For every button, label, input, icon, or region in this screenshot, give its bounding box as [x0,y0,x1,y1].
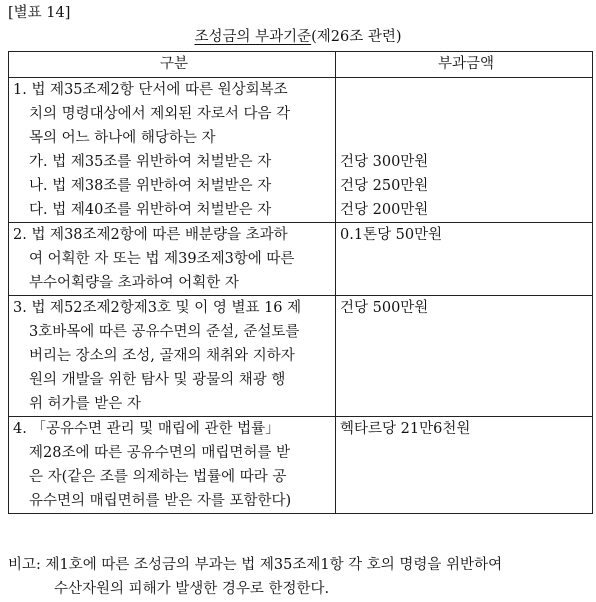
row-4-amount-value: 헥타르당 21만6천원 [340,421,471,437]
row-1-item-ga-amount: 건당 300만원 [340,154,429,170]
row-3-amount-value: 건당 500만원 [340,300,429,316]
document-title [0,25,596,46]
row-2-desc [9,223,336,296]
annex-label: [별표 14] [8,5,71,21]
row-2-amount [336,223,593,296]
row-4-desc [9,417,336,514]
row-1-item-da-amount: 건당 200만원 [340,202,429,218]
title-suffix: (제26조 관련) [311,29,402,45]
row-3-amount [336,296,593,417]
row-1-item-na-amount: 건당 250만원 [340,178,429,194]
row-2-amount-value: 0.1톤당 50만원 [340,227,443,243]
row-4-amount [336,417,593,514]
row-3-desc-line: 3. 법 제52조제2항제3호 및 이 영 별표 16 제 [13,300,302,316]
fee-table-container [8,51,592,514]
column-header-category: 구분 [9,52,336,78]
table-row [9,78,593,223]
column-header-amount: 부과금액 [336,52,593,78]
remarks-line-2: 수산자원의 피해가 발생한 경우로 한정한다. [54,581,330,597]
table-row [9,296,593,417]
row-4-desc-line: 제28조에 따른 공유수면의 매립면허를 받 [29,445,290,461]
row-3-desc-line: 원의 개발을 위한 탐사 및 광물의 채광 행 [29,372,286,388]
row-1-desc [9,78,336,223]
row-3-desc-line: 버리는 장소의 조성, 골재의 채취와 지하자 [29,348,295,364]
row-1-item-ga: 가. 법 제35조를 위반하여 처벌받은 자 [29,154,272,170]
row-1-amount [336,78,593,223]
remarks-line-1: 비고: 제1호에 따른 조성금의 부과는 법 제35조제1항 각 호의 명령을 위반하여 [8,557,503,573]
row-4-desc-line: 유수면의 매립면허를 받은 자를 포함한다) [29,493,292,509]
fee-table [8,51,593,514]
row-4-desc-line: 4. 「공유수면 관리 및 매립에 관한 법률」 [13,421,280,437]
table-row [9,223,593,296]
row-1-item-da: 다. 법 제40조를 위반하여 처벌받은 자 [29,202,272,218]
row-3-desc-line: 3호바목에 따른 공유수면의 준설, 준설토를 [29,324,300,340]
row-3-desc [9,296,336,417]
table-header-row [9,52,593,78]
row-2-desc-line: 2. 법 제38조제2항에 따른 배분량을 초과하 [13,227,288,243]
row-2-desc-line: 여 어획한 자 또는 법 제39조제3항에 따른 [29,251,295,267]
table-row [9,417,593,514]
row-2-desc-line: 부수어획량을 초과하여 어획한 자 [29,275,239,291]
row-1-desc-line: 치의 명령대상에서 제외된 자로서 다음 각 [29,106,291,122]
row-1-desc-line: 목의 어느 하나에 해당하는 자 [29,130,216,146]
row-1-item-na: 나. 법 제38조를 위반하여 처벌받은 자 [29,178,272,194]
row-4-desc-line: 은 자(같은 조를 의제하는 법률에 따라 공 [29,469,287,485]
title-main: 조성금의 부과기준 [194,29,312,45]
row-3-desc-line: 위 허가를 받은 자 [29,396,141,412]
row-1-desc-line: 1. 법 제35조제2항 단서에 따른 원상회복조 [13,82,288,98]
remarks-note [8,553,592,601]
